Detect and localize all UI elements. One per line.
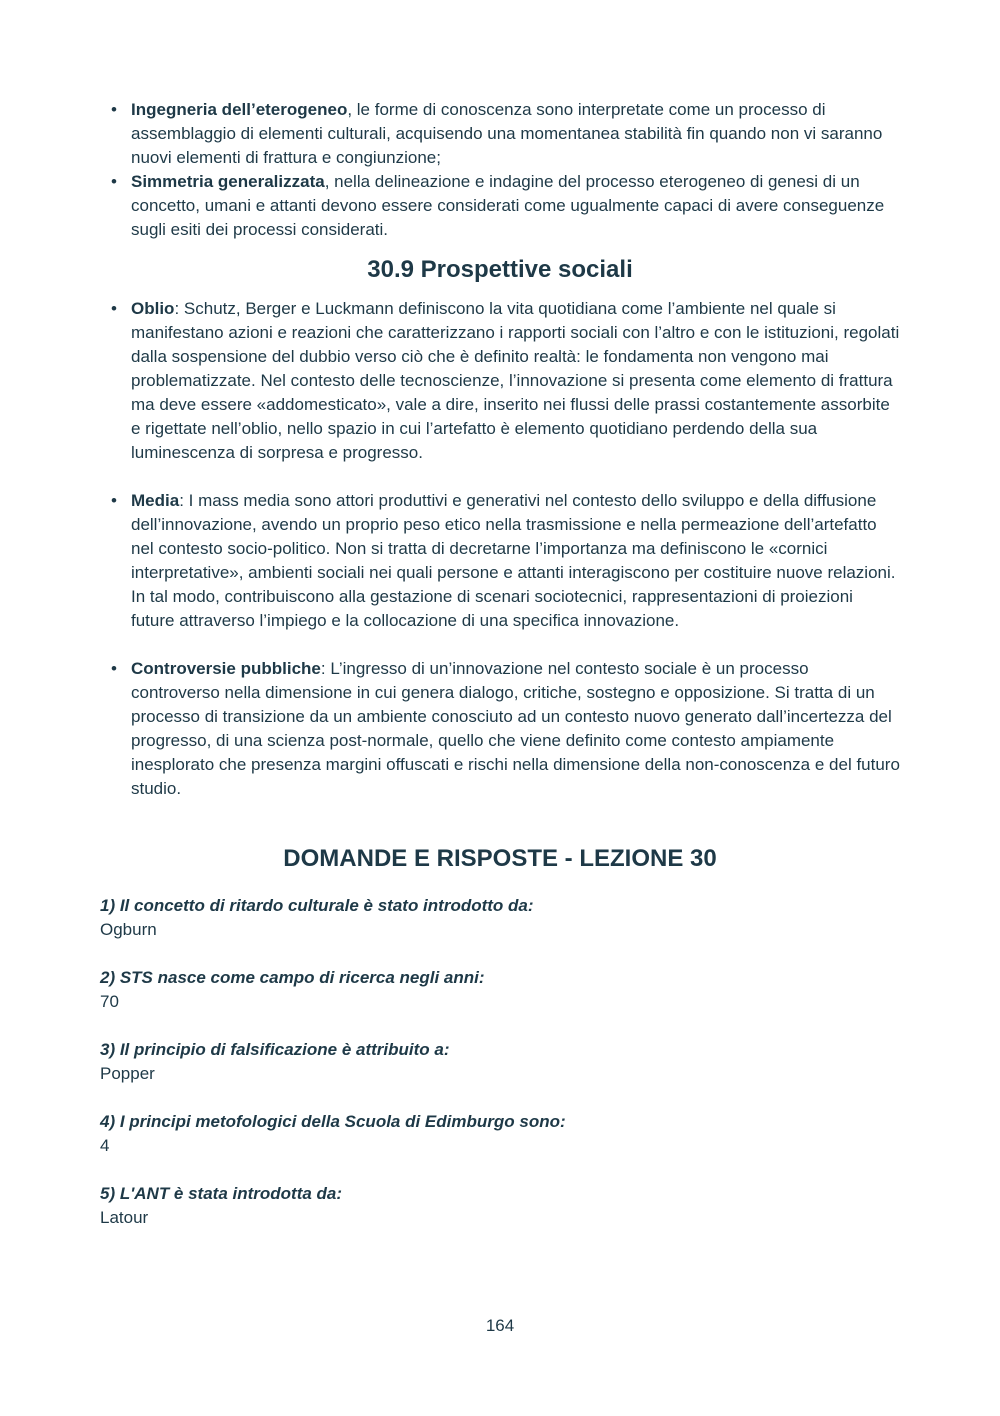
question-text: 1) Il concetto di ritardo culturale è stato introdotto da: <box>100 896 534 915</box>
list-item-term: Controversie pubbliche <box>131 659 321 678</box>
list-spacer <box>100 633 900 657</box>
answer-text: Ogburn <box>100 920 157 939</box>
bullet-icon: • <box>111 659 117 678</box>
list-item <box>100 489 900 633</box>
qa-item <box>100 966 900 1014</box>
qa-item <box>100 894 900 942</box>
document-body <box>100 98 900 1254</box>
qa-list <box>100 894 900 1230</box>
question-text: 3) Il principio di falsificazione è attribuito a: <box>100 1040 450 1059</box>
list-item <box>100 657 900 801</box>
bullet-icon: • <box>111 491 117 510</box>
list-item-term: Simmetria generalizzata <box>131 172 325 191</box>
answer-text: 4 <box>100 1136 110 1155</box>
list-item <box>100 170 900 242</box>
list-item-term: Ingegneria dell’eterogeneo <box>131 100 348 119</box>
bullet-icon: • <box>111 172 117 191</box>
section-title: 30.9 Prospettive sociali <box>367 256 633 283</box>
list-item-text: , nella delineazione e indagine del processo eterogeneo di genesi di un concetto, umani e attanti devono essere considerati come ugualmente capaci di avere conseguenze sugli esiti dei processi considerati. <box>131 172 885 239</box>
list-spacer <box>100 465 900 489</box>
qa-title: DOMANDE E RISPOSTE - LEZIONE 30 <box>283 845 717 872</box>
top-bullet-list <box>100 98 900 242</box>
answer-text: 70 <box>100 992 119 1011</box>
question-text: 2) STS nasce come campo di ricerca negli anni: <box>100 968 485 987</box>
question-text: 5) L'ANT è stata introdotta da: <box>100 1184 343 1203</box>
list-item-text: , le forme di conoscenza sono interpretate come un processo di assemblaggio di elementi culturali, acquisendo una momentanea stabilità fin quando non vi saranno nuovi elementi di frattura e congiunzione; <box>131 100 883 167</box>
list-item <box>100 98 900 170</box>
list-item-term: Media <box>131 491 180 510</box>
bullet-icon: • <box>111 100 117 119</box>
bullet-icon: • <box>111 299 117 318</box>
page-number: 164 <box>485 1316 515 1335</box>
list-item-text: : I mass media sono attori produttivi e generativi nel contesto dello sviluppo e della diffusione dell’innovazione, avendo un proprio peso etico nella trasmissione e nella permeazione dell’artefatto nel contesto socio-politico. Non si tratta di decretarne l’importanza ma definiscono le «cornici interpretative», ambienti sociali nei quali persone e attanti interagiscono per costituire nuove relazioni. In tal modo, contribuiscono alla gestazione di scenari sociotecnici, rappresentazioni di proiezioni future attraverso l’impiego e la collocazione di una specifica innovazione. <box>131 491 896 630</box>
list-item-term: Oblio <box>131 299 175 318</box>
question-text: 4) I principi metofologici della Scuola di Edimburgo sono: <box>100 1112 566 1131</box>
list-item <box>100 297 900 465</box>
social-bullet-list <box>100 297 900 801</box>
qa-item <box>100 1038 900 1086</box>
qa-item <box>100 1182 900 1230</box>
qa-item <box>100 1110 900 1158</box>
list-item-text: : Schutz, Berger e Luckmann definiscono la vita quotidiana come l’ambiente nel quale si manifestano azioni e reazioni che caratterizzano i rapporti sociali con l’altro e con le istituzioni, regolati dalla sospensione del dubbio verso ciò che è definito realtà: le fondamenta non vengono mai problematizzate. Nel contesto delle tecnoscienze, l’innovazione si presenta come elemento di frattura ma deve essere «addomesticato», vale a dire, inserito nei flussi delle prassi costantemente assorbite e rigettate nell’oblio, nello spazio in cui l’artefatto è elemento quotidiano perdendo della sua luminescenza di sorpresa e progresso. <box>131 299 900 462</box>
answer-text: Popper <box>100 1064 155 1083</box>
answer-text: Latour <box>100 1208 149 1227</box>
list-item-text: : L’ingresso di un’innovazione nel contesto sociale è un processo controverso nella dimensione in cui genera dialogo, critiche, sostegno e opposizione. Si tratta di un processo di transizione da un ambiente conosciuto ad un contesto nuovo generato dall’incertezza del progresso, di una scienza post-normale, quello che viene definito come contesto ampiamente inesplorato che presenza margini offuscati e rischi nella dimensione della non-conoscenza e del futuro studio. <box>131 659 900 798</box>
